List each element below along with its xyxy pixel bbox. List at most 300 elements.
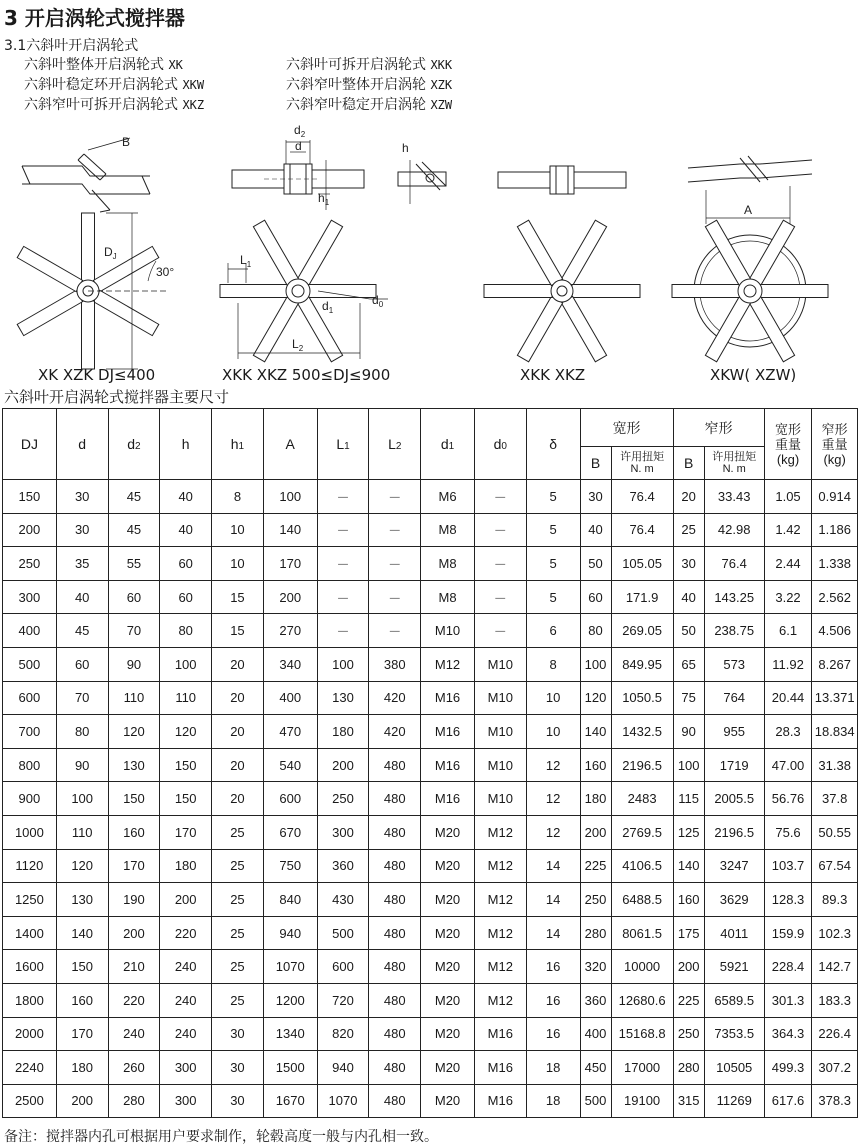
table-cell: 430	[317, 883, 369, 917]
table-cell: 200	[580, 815, 611, 849]
table-cell: 340	[263, 647, 317, 681]
table-cell: 1719	[704, 748, 764, 782]
table-cell: －	[474, 614, 526, 648]
table-cell: 110	[56, 815, 108, 849]
table-cell: 33.43	[704, 480, 764, 514]
table-cell: 170	[160, 815, 212, 849]
label-a: A	[744, 203, 753, 217]
table-cell: －	[474, 547, 526, 581]
table-cell: 25	[212, 849, 264, 883]
table-cell: 160	[580, 748, 611, 782]
table-cell: 45	[108, 513, 160, 547]
table-cell: 480	[369, 849, 421, 883]
header-d2: d2	[108, 409, 160, 480]
table-cell: 1.186	[812, 513, 858, 547]
table-cell: 128.3	[764, 883, 812, 917]
table-cell: M20	[421, 1084, 475, 1118]
table-cell: 10	[526, 681, 580, 715]
table-cell: 40	[56, 580, 108, 614]
table-cell: M16	[474, 1084, 526, 1118]
xkk-alt-side-view	[498, 166, 626, 194]
table-cell: 700	[3, 715, 57, 749]
table-cell: 300	[160, 1051, 212, 1085]
table-cell: 225	[673, 983, 704, 1017]
table-cell: 10000	[611, 950, 673, 984]
table-cell: 240	[160, 950, 212, 984]
table-cell: 28.3	[764, 715, 812, 749]
table-cell: 90	[673, 715, 704, 749]
section-subtitle: 3.1六斜叶开启涡轮式	[4, 38, 139, 54]
table-cell: M16	[421, 681, 475, 715]
table-cell: 500	[317, 916, 369, 950]
table-cell: 250	[3, 547, 57, 581]
header-narrow: 窄形	[673, 409, 764, 447]
table-cell: 480	[369, 1017, 421, 1051]
table-cell: 1.338	[812, 547, 858, 581]
table-cell: 55	[108, 547, 160, 581]
table-cell: 175	[673, 916, 704, 950]
table-cell: 260	[108, 1051, 160, 1085]
table-cell: 360	[317, 849, 369, 883]
table-cell: 180	[317, 715, 369, 749]
table-cell: 56.76	[764, 782, 812, 816]
header-delta: δ	[526, 409, 580, 480]
table-cell: 269.05	[611, 614, 673, 648]
table-cell: 110	[108, 681, 160, 715]
table-cell: 120	[108, 715, 160, 749]
table-cell: 30	[56, 480, 108, 514]
table-cell: 150	[160, 782, 212, 816]
table-cell: 20	[673, 480, 704, 514]
table-cell: 120	[56, 849, 108, 883]
table-row	[3, 1084, 858, 1118]
table-cell: 180	[580, 782, 611, 816]
table-cell: 180	[56, 1051, 108, 1085]
table-cell: 400	[3, 614, 57, 648]
table-cell: M10	[474, 782, 526, 816]
table-cell: －	[317, 580, 369, 614]
table-cell: 14	[526, 883, 580, 917]
table-cell: 200	[160, 883, 212, 917]
table-cell: 20	[212, 647, 264, 681]
table-cell: 15	[212, 614, 264, 648]
dimension-table	[2, 408, 858, 1118]
table-cell: 600	[317, 950, 369, 984]
table-cell: M12	[474, 815, 526, 849]
table-cell: 12	[526, 748, 580, 782]
table-cell: 170	[108, 849, 160, 883]
table-cell: 617.6	[764, 1084, 812, 1118]
table-cell: 800	[3, 748, 57, 782]
table-cell: 20	[212, 748, 264, 782]
table-row	[3, 681, 858, 715]
variant-item: 六斜窄叶整体开启涡轮 XZK	[286, 77, 453, 93]
table-row	[3, 983, 858, 1017]
table-cell: 76.4	[704, 547, 764, 581]
table-cell: －	[369, 547, 421, 581]
table-cell: 3.22	[764, 580, 812, 614]
table-cell: M16	[474, 1017, 526, 1051]
table-cell: 1070	[317, 1084, 369, 1118]
table-cell: 30	[212, 1084, 264, 1118]
table-cell: 2769.5	[611, 815, 673, 849]
label-d: d	[295, 139, 302, 153]
table-cell: 480	[369, 1084, 421, 1118]
table-cell: M20	[421, 950, 475, 984]
table-cell: M16	[421, 715, 475, 749]
table-cell: 90	[56, 748, 108, 782]
table-cell: 200	[673, 950, 704, 984]
table-cell: 955	[704, 715, 764, 749]
header-h1: h1	[212, 409, 264, 480]
caption-xk: XK XZK DJ≤400	[38, 366, 156, 384]
table-cell: 3629	[704, 883, 764, 917]
table-cell: 420	[369, 715, 421, 749]
table-cell: 240	[160, 983, 212, 1017]
table-cell: 110	[160, 681, 212, 715]
table-cell: 2.562	[812, 580, 858, 614]
table-cell: －	[474, 480, 526, 514]
table-cell: M8	[421, 547, 475, 581]
table-cell: 5921	[704, 950, 764, 984]
label-h1: $h_1$	[318, 191, 330, 207]
table-cell: 301.3	[764, 983, 812, 1017]
table-cell: M20	[421, 849, 475, 883]
table-cell: 170	[263, 547, 317, 581]
table-cell: 40	[160, 480, 212, 514]
table-cell: 11269	[704, 1084, 764, 1118]
table-cell: M20	[421, 815, 475, 849]
table-cell: 170	[56, 1017, 108, 1051]
table-cell: 540	[263, 748, 317, 782]
table-cell: 250	[317, 782, 369, 816]
table-row	[3, 647, 858, 681]
table-cell: 1800	[3, 983, 57, 1017]
table-cell: 25	[212, 815, 264, 849]
table-cell: 75.6	[764, 815, 812, 849]
table-cell: 600	[3, 681, 57, 715]
table-cell: 140	[263, 513, 317, 547]
table-cell: 100	[263, 480, 317, 514]
detail-side-view	[398, 160, 446, 204]
table-cell: 280	[673, 1051, 704, 1085]
label-l1: $L_1$	[240, 253, 252, 269]
table-cell: 378.3	[812, 1084, 858, 1118]
table-cell: －	[317, 480, 369, 514]
table-cell: 30	[580, 480, 611, 514]
table-cell: 150	[108, 782, 160, 816]
table-cell: 400	[263, 681, 317, 715]
table-cell: 499.3	[764, 1051, 812, 1085]
table-cell: 140	[56, 916, 108, 950]
table-title: 六斜叶开启涡轮式搅拌器主要尺寸	[4, 388, 230, 406]
table-cell: 280	[580, 916, 611, 950]
table-cell: M8	[421, 513, 475, 547]
table-cell: 200	[56, 1084, 108, 1118]
table-cell: 8	[526, 647, 580, 681]
table-row	[3, 815, 858, 849]
table-cell: 8061.5	[611, 916, 673, 950]
table-cell: 115	[673, 782, 704, 816]
table-cell: 228.4	[764, 950, 812, 984]
label-l2: $L_2$	[292, 337, 304, 353]
table-cell: M16	[421, 782, 475, 816]
table-cell: 1000	[3, 815, 57, 849]
table-cell: 500	[3, 647, 57, 681]
table-cell: 16	[526, 1017, 580, 1051]
label-d2: $d_2$	[294, 123, 306, 139]
table-cell: 480	[369, 883, 421, 917]
table-cell: 70	[56, 681, 108, 715]
table-cell: 5	[526, 580, 580, 614]
variant-item: 六斜窄叶可拆开启涡轮式 XKZ	[24, 97, 205, 113]
table-cell: M20	[421, 916, 475, 950]
table-cell: 45	[56, 614, 108, 648]
label-d0: $d_0$	[372, 293, 384, 309]
table-cell: 820	[317, 1017, 369, 1051]
table-cell: 480	[369, 950, 421, 984]
table-cell: 10505	[704, 1051, 764, 1085]
table-cell: 190	[108, 883, 160, 917]
table-row	[3, 1017, 858, 1051]
table-cell: 35	[56, 547, 108, 581]
table-cell: M12	[474, 983, 526, 1017]
table-cell: 120	[160, 715, 212, 749]
table-cell: 100	[673, 748, 704, 782]
table-cell: 15	[212, 580, 264, 614]
table-cell: 16	[526, 983, 580, 1017]
table-cell: 183.3	[812, 983, 858, 1017]
label-angle: 30°	[156, 265, 175, 279]
table-cell: 60	[580, 580, 611, 614]
table-cell: M16	[474, 1051, 526, 1085]
header-l1: L1	[317, 409, 369, 480]
table-cell: 171.9	[611, 580, 673, 614]
table-cell: 420	[369, 681, 421, 715]
table-cell: 160	[56, 983, 108, 1017]
variant-item: 六斜叶整体开启涡轮式 XK	[24, 57, 183, 73]
table-cell: 105.05	[611, 547, 673, 581]
header-d0: d0	[474, 409, 526, 480]
table-cell: 11.92	[764, 647, 812, 681]
table-cell: 300	[317, 815, 369, 849]
table-cell: 900	[3, 782, 57, 816]
table-cell: 130	[56, 883, 108, 917]
header-a: A	[263, 409, 317, 480]
table-row	[3, 1051, 858, 1085]
label-h: h	[402, 141, 409, 155]
caption-xkk-alt: XKK XKZ	[520, 366, 586, 384]
table-cell: －	[474, 580, 526, 614]
table-cell: 60	[108, 580, 160, 614]
table-row	[3, 748, 858, 782]
table-cell: 159.9	[764, 916, 812, 950]
table-cell: 2005.5	[704, 782, 764, 816]
header-narrow-weight: 窄形 重量 (kg)	[812, 409, 858, 480]
table-cell: 80	[580, 614, 611, 648]
table-cell: 18	[526, 1051, 580, 1085]
table-cell: 300	[3, 580, 57, 614]
table-cell: 30	[673, 547, 704, 581]
table-cell: 25	[212, 916, 264, 950]
table-cell: －	[369, 580, 421, 614]
table-cell: 1250	[3, 883, 57, 917]
table-cell: 670	[263, 815, 317, 849]
table-cell: 240	[160, 1017, 212, 1051]
header-wide-weight: 宽形 重量 (kg)	[764, 409, 812, 480]
table-cell: 5	[526, 480, 580, 514]
table-cell: M20	[421, 883, 475, 917]
table-cell: 2000	[3, 1017, 57, 1051]
table-cell: M20	[421, 1017, 475, 1051]
table-cell: 42.98	[704, 513, 764, 547]
table-cell: 226.4	[812, 1017, 858, 1051]
table-cell: 142.7	[812, 950, 858, 984]
caption-xkk: XKK XKZ 500≤DJ≤900	[222, 366, 391, 384]
table-cell: 764	[704, 681, 764, 715]
table-cell: 200	[108, 916, 160, 950]
table-cell: 2500	[3, 1084, 57, 1118]
table-cell: 12	[526, 782, 580, 816]
table-cell: 5	[526, 513, 580, 547]
table-cell: 89.3	[812, 883, 858, 917]
table-cell: 6.1	[764, 614, 812, 648]
table-row	[3, 715, 858, 749]
table-cell: M12	[474, 849, 526, 883]
table-cell: 17000	[611, 1051, 673, 1085]
table-cell: 720	[317, 983, 369, 1017]
table-cell: 200	[317, 748, 369, 782]
label-dj: $D_J$	[104, 245, 117, 261]
caption-xkw: XKW( XZW)	[710, 366, 797, 384]
header-narrow-b: B	[673, 447, 704, 480]
table-cell: 25	[212, 950, 264, 984]
table-cell: M12	[474, 950, 526, 984]
table-cell: M10	[474, 681, 526, 715]
table-cell: 13.371	[812, 681, 858, 715]
table-cell: 1670	[263, 1084, 317, 1118]
table-cell: 480	[369, 748, 421, 782]
table-cell: 450	[580, 1051, 611, 1085]
table-cell: 573	[704, 647, 764, 681]
table-cell: M12	[421, 647, 475, 681]
table-cell: 14	[526, 916, 580, 950]
table-cell: 18	[526, 1084, 580, 1118]
table-cell: 6	[526, 614, 580, 648]
header-wide: 宽形	[580, 409, 673, 447]
table-row	[3, 950, 858, 984]
table-cell: 76.4	[611, 513, 673, 547]
table-cell: 40	[673, 580, 704, 614]
xkw-top-view	[672, 220, 828, 362]
table-cell: 50.55	[812, 815, 858, 849]
table-cell: 480	[369, 916, 421, 950]
table-cell: 140	[580, 715, 611, 749]
table-cell: 125	[673, 815, 704, 849]
table-cell: 20	[212, 681, 264, 715]
table-cell: 25	[212, 983, 264, 1017]
table-cell: 307.2	[812, 1051, 858, 1085]
table-cell: 20	[212, 782, 264, 816]
table-cell: 2196.5	[704, 815, 764, 849]
table-cell: 90	[108, 647, 160, 681]
table-cell: M10	[474, 715, 526, 749]
table-cell: 10	[212, 547, 264, 581]
table-cell: 20	[212, 715, 264, 749]
table-body	[3, 480, 858, 1118]
table-cell: 130	[317, 681, 369, 715]
table-cell: 160	[108, 815, 160, 849]
table-cell: 200	[263, 580, 317, 614]
table-cell: 280	[108, 1084, 160, 1118]
table-cell: 220	[108, 983, 160, 1017]
table-cell: 4.506	[812, 614, 858, 648]
table-cell: 1120	[3, 849, 57, 883]
table-cell: 31.38	[812, 748, 858, 782]
xk-top-view	[17, 213, 168, 369]
table-cell: 12680.6	[611, 983, 673, 1017]
table-cell: 37.8	[812, 782, 858, 816]
table-cell: 238.75	[704, 614, 764, 648]
table-cell: 19100	[611, 1084, 673, 1118]
table-cell: 50	[673, 614, 704, 648]
table-cell: M20	[421, 1051, 475, 1085]
table-cell: 500	[580, 1084, 611, 1118]
table-row	[3, 480, 858, 514]
table-cell: 940	[317, 1051, 369, 1085]
table-cell: 480	[369, 782, 421, 816]
table-cell: －	[317, 614, 369, 648]
table-cell: 100	[56, 782, 108, 816]
table-cell: 2240	[3, 1051, 57, 1085]
table-cell: 25	[212, 883, 264, 917]
table-cell: 5	[526, 547, 580, 581]
table-cell: M12	[474, 916, 526, 950]
table-cell: 480	[369, 983, 421, 1017]
table-cell: 65	[673, 647, 704, 681]
table-row	[3, 916, 858, 950]
table-row	[3, 782, 858, 816]
table-cell: －	[317, 547, 369, 581]
table-cell: 18.834	[812, 715, 858, 749]
technical-drawings	[0, 120, 860, 370]
table-cell: 30	[212, 1051, 264, 1085]
table-cell: M20	[421, 983, 475, 1017]
table-cell: 60	[56, 647, 108, 681]
header-h: h	[160, 409, 212, 480]
table-cell: 315	[673, 1084, 704, 1118]
header-wide-torque: 许用扭矩 N. m	[611, 447, 673, 480]
variant-item: 六斜叶可拆开启涡轮式 XKK	[286, 57, 453, 73]
table-cell: 360	[580, 983, 611, 1017]
table-cell: 180	[160, 849, 212, 883]
table-cell: 400	[580, 1017, 611, 1051]
table-cell: 80	[160, 614, 212, 648]
table-cell: 103.7	[764, 849, 812, 883]
table-cell: 1400	[3, 916, 57, 950]
header-narrow-torque: 许用扭矩 N. m	[704, 447, 764, 480]
table-cell: 7353.5	[704, 1017, 764, 1051]
table-cell: 20.44	[764, 681, 812, 715]
table-cell: 10	[526, 715, 580, 749]
header-l2: L2	[369, 409, 421, 480]
table-cell: 143.25	[704, 580, 764, 614]
table-cell: 940	[263, 916, 317, 950]
label-b: B	[122, 135, 131, 149]
table-cell: 1070	[263, 950, 317, 984]
table-cell: 1600	[3, 950, 57, 984]
table-cell: 76.4	[611, 480, 673, 514]
